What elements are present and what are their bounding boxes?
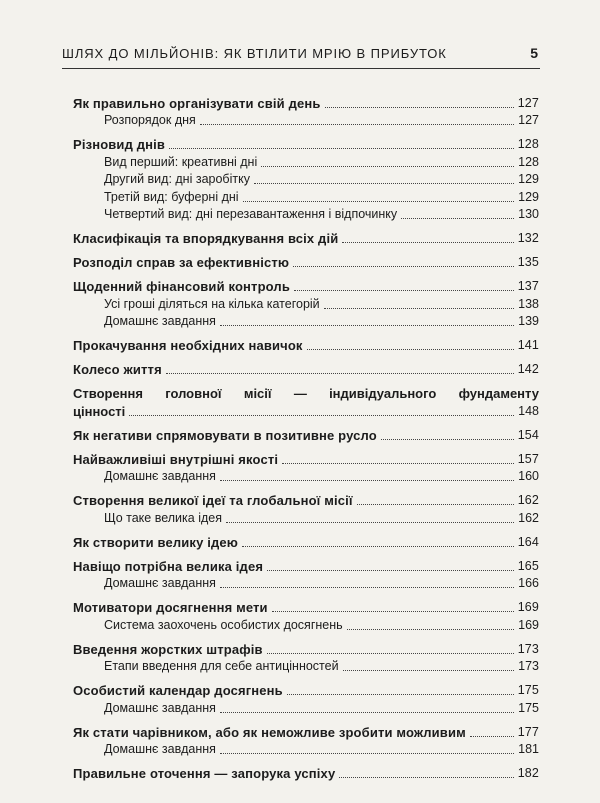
toc-subentry xyxy=(73,616,539,634)
leader-dots xyxy=(261,166,514,167)
toc-subentry xyxy=(73,206,539,224)
toc-entry-title: Різновид днів xyxy=(73,137,166,152)
leader-dots xyxy=(325,107,514,108)
toc-entry-page: 177 xyxy=(517,724,539,739)
toc-entry-title-line2 xyxy=(73,402,539,420)
toc-entry-page: 137 xyxy=(517,279,539,293)
leader-dots xyxy=(343,670,515,671)
toc-subentry-page: 139 xyxy=(518,314,539,328)
toc-subentry-title: Усі гроші діляться на кілька категорій xyxy=(104,296,320,311)
toc-entry-page: 127 xyxy=(517,95,539,110)
toc-subentry xyxy=(73,112,539,130)
toc-subentry xyxy=(73,153,539,171)
leader-dots xyxy=(220,753,514,754)
leader-dots xyxy=(267,570,514,571)
leader-dots xyxy=(226,522,514,523)
toc-subentry-page: 173 xyxy=(518,659,539,673)
toc-subentry xyxy=(73,699,539,717)
toc-subentry xyxy=(73,468,539,486)
leader-dots xyxy=(243,201,515,202)
leader-dots xyxy=(220,325,514,326)
toc-subentry xyxy=(73,658,539,676)
toc-entry xyxy=(73,136,539,154)
toc-entry xyxy=(73,640,539,658)
toc-entry xyxy=(73,492,539,510)
toc-subentry-title: Домашнє завдання xyxy=(104,314,216,328)
toc-subentry-title: Домашнє завдання xyxy=(104,742,216,756)
leader-dots xyxy=(200,124,514,125)
toc-entry-title: Навіщо потрібна велика ідея xyxy=(73,558,264,574)
toc-entry-title: Особистий календар досягнень xyxy=(73,683,283,698)
toc-entry-title: Найважливіші внутрішні якості xyxy=(73,451,279,467)
toc-subentry-title: Вид перший: креативні дні xyxy=(104,154,258,169)
toc-entry-page: 142 xyxy=(517,362,539,376)
toc-entry-title: цінності xyxy=(73,403,126,419)
toc-entry xyxy=(73,723,539,741)
toc-entry xyxy=(73,94,539,112)
toc-entry-page: 132 xyxy=(517,231,539,245)
leader-dots xyxy=(307,349,514,350)
running-header xyxy=(62,46,540,66)
toc-entry-title: Розподіл справ за ефективністю xyxy=(73,255,290,270)
toc-subentry-title: Другий вид: дні заробітку xyxy=(104,172,250,186)
toc-subentry-title: Що таке велика ідея xyxy=(104,510,222,525)
title-word: індивідуального xyxy=(329,385,437,401)
toc-entry xyxy=(73,230,539,248)
leader-dots xyxy=(342,242,513,243)
leader-dots xyxy=(254,183,514,184)
toc-entry-page: 154 xyxy=(517,427,539,442)
toc-subentry-page: 169 xyxy=(518,617,539,632)
toc-entry-title: Правильне оточення — запорука успіху xyxy=(73,766,336,781)
leader-dots xyxy=(293,266,514,267)
table-of-contents xyxy=(73,94,539,782)
toc-subentry-title: Етапи введення для себе антицінностей xyxy=(104,659,339,673)
toc-entry xyxy=(73,426,539,444)
toc-subentry-title: Система заохочень особистих досягнень xyxy=(104,617,343,632)
toc-subentry-page: 128 xyxy=(518,154,539,169)
toc-subentry-title: Домашнє завдання xyxy=(104,700,216,715)
leader-dots xyxy=(166,373,514,374)
title-word: головної xyxy=(165,385,222,401)
leader-dots xyxy=(267,653,514,654)
toc-entry xyxy=(73,533,539,551)
toc-entry-page: 175 xyxy=(517,683,539,697)
leader-dots xyxy=(294,290,514,291)
toc-subentry xyxy=(73,509,539,527)
toc-entry-page: 141 xyxy=(517,338,539,352)
toc-subentry-title: Четвертий вид: дні перезавантаження і відпочинку xyxy=(104,207,398,221)
toc-subentry-page: 162 xyxy=(518,510,539,525)
toc-entry-title: Як створити велику ідею xyxy=(73,534,239,550)
toc-subentry-title: Розпорядок дня xyxy=(104,113,196,127)
leader-dots xyxy=(129,415,514,416)
leader-dots xyxy=(272,611,514,612)
page-number: 5 xyxy=(530,45,538,61)
leader-dots xyxy=(324,308,514,309)
toc-entry xyxy=(73,254,539,272)
toc-entry xyxy=(73,337,539,355)
title-word: місії xyxy=(243,385,272,401)
leader-dots xyxy=(242,546,514,547)
toc-entry-page: 157 xyxy=(517,451,539,466)
toc-entry-title-line1 xyxy=(73,385,539,403)
toc-entry-multiline xyxy=(73,385,539,420)
toc-entry xyxy=(73,682,539,700)
toc-subentry-page: 129 xyxy=(518,172,539,186)
toc-subentry-page: 160 xyxy=(518,469,539,483)
toc-entry-title: Як правильно організувати свій день xyxy=(73,95,321,111)
toc-entry-page: 148 xyxy=(518,403,539,418)
toc-subentry-page: 129 xyxy=(518,189,539,204)
toc-subentry-page: 138 xyxy=(518,296,539,311)
toc-entry-page: 162 xyxy=(517,493,539,507)
toc-entry-page: 128 xyxy=(517,137,539,151)
toc-entry-title: Введення жорстких штрафів xyxy=(73,641,263,657)
leader-dots xyxy=(169,148,514,149)
leader-dots xyxy=(282,463,514,464)
toc-entry-page: 165 xyxy=(517,558,539,573)
toc-subentry xyxy=(73,741,539,759)
toc-entry-page: 173 xyxy=(517,641,539,656)
toc-entry-page: 169 xyxy=(517,600,539,614)
toc-subentry-title: Домашнє завдання xyxy=(104,469,216,483)
toc-entry-title: Колесо життя xyxy=(73,362,162,377)
leader-dots xyxy=(401,218,514,219)
toc-entry xyxy=(73,361,539,379)
running-title: ШЛЯХ ДО МІЛЬЙОНІВ: ЯК ВТІЛИТИ МРІЮ В ПРИБУТОК xyxy=(62,46,447,61)
title-word: — xyxy=(293,385,307,401)
toc-subentry xyxy=(73,295,539,313)
leader-dots xyxy=(220,587,514,588)
toc-entry-page: 182 xyxy=(517,766,539,780)
title-word: фундаменту xyxy=(458,385,539,401)
leader-dots xyxy=(287,694,514,695)
toc-entry-title: Як стати чарівником, або як неможливе зробити можливим xyxy=(73,724,466,740)
toc-entry xyxy=(73,278,539,296)
title-word: Створення xyxy=(73,385,143,401)
toc-subentry-page: 181 xyxy=(518,742,539,756)
toc-subentry-page: 130 xyxy=(518,207,539,221)
toc-entry xyxy=(73,450,539,468)
toc-entry-title: Як негативи спрямовувати в позитивне русло xyxy=(73,427,377,443)
leader-dots xyxy=(381,439,514,440)
toc-entry-title: Щоденний фінансовий контроль xyxy=(73,279,290,294)
leader-dots xyxy=(347,629,514,630)
leader-dots xyxy=(357,504,514,505)
header-rule xyxy=(62,68,540,69)
toc-entry-page: 164 xyxy=(517,534,539,549)
toc-subentry xyxy=(73,313,539,331)
toc-entry-title: Мотиватори досягнення мети xyxy=(73,600,268,615)
toc-entry-title: Створення великої ідеї та глобальної місії xyxy=(73,493,353,508)
toc-subentry xyxy=(73,575,539,593)
toc-subentry-page: 166 xyxy=(518,576,539,590)
leader-dots xyxy=(339,777,513,778)
toc-subentry-title: Домашнє завдання xyxy=(104,576,216,590)
toc-entry xyxy=(73,765,539,783)
toc-subentry-title: Третій вид: буферні дні xyxy=(104,189,239,204)
toc-entry xyxy=(73,599,539,617)
leader-dots xyxy=(470,736,514,737)
toc-subentry xyxy=(73,188,539,206)
toc-subentry xyxy=(73,171,539,189)
leader-dots xyxy=(220,480,514,481)
toc-entry xyxy=(73,557,539,575)
toc-entry-title: Класифікація та впорядкування всіх дій xyxy=(73,231,339,246)
toc-subentry-page: 127 xyxy=(518,113,539,127)
toc-subentry-page: 175 xyxy=(518,700,539,715)
toc-entry-page: 135 xyxy=(517,255,539,269)
leader-dots xyxy=(220,712,514,713)
toc-entry-title: Прокачування необхідних навичок xyxy=(73,338,303,353)
